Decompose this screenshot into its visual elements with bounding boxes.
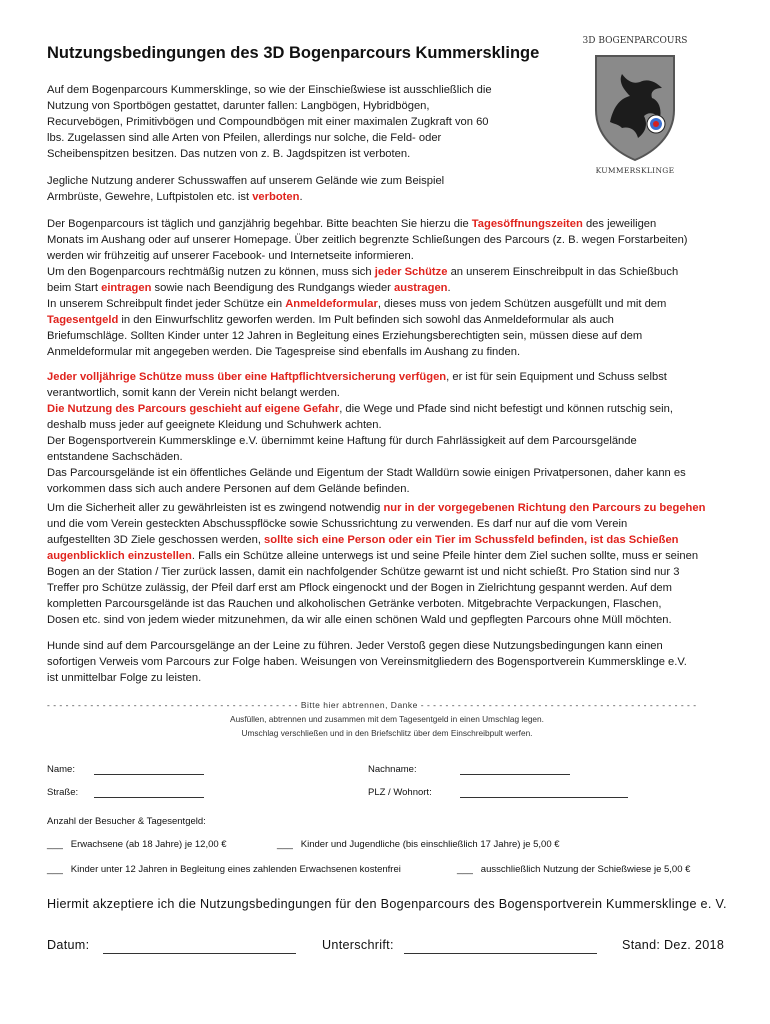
nachname-label: Nachname: [368, 764, 417, 775]
cut-line [47, 700, 727, 710]
strasse-field[interactable] [94, 787, 204, 798]
text-line: Hunde sind auf dem Parcoursgelänge an der Leine zu führen. Jeder Verstoß gegen diese Nutzungsbedingungen kann einen [47, 640, 663, 652]
paragraph-opening-registration [47, 216, 688, 360]
blank-field[interactable]: ___ [47, 839, 63, 850]
highlight-text: jeder Schütze [374, 266, 448, 278]
paragraph-liability [47, 369, 686, 497]
unterschrift-label: Unterschrift: [322, 938, 394, 952]
text-line: werden wir frühzeitig auf unserer Facebook- und Internetseite informieren. [47, 250, 414, 262]
text: Um den Bogenparcours rechtmäßig nutzen zu können, muss sich [47, 266, 375, 278]
text-line [47, 401, 686, 417]
plz-field[interactable] [460, 787, 628, 798]
text-line: Bogen an der Station / Tier zurück lassen, damit ein nachfolgender Schütze gewarnt ist und nicht schießt. Pro Station sind nur 3 [47, 566, 680, 578]
text: . [447, 282, 451, 294]
text: Um die Sicherheit aller zu gewährleisten ist es zwingend notwendig [47, 502, 384, 514]
text-line: deshalb muss jeder auf geeignete Kleidung und Schuhwerk achten. [47, 419, 382, 431]
text-line [47, 548, 705, 564]
text: In unserem Schreibpult findet jeder Schütze ein [47, 298, 286, 310]
logo-bottom-text: KUMMERSKLINGE [595, 166, 675, 175]
blank-field[interactable]: ___ [47, 864, 63, 875]
text: aufgestellten 3D Ziele geschossen werden, [47, 534, 265, 546]
text: . [299, 191, 303, 203]
option-shooting-range[interactable] [457, 864, 690, 875]
highlight-text: augenblicklich einzustellen [47, 550, 192, 562]
text-line: Anmeldeformular mit angegeben werden. Die Tagespreise sind ebenfalls im Aushang zu finden. [47, 346, 521, 358]
dashes: - - - - - - - - - - - - - - - - - - - - - - - - - - - - - - - - - - - - - - - - - [47, 700, 299, 710]
text-line: Briefumschläge. Sollten Kinder unter 12 Jahren in Begleitung eines Erziehungsberechtigten sein, müssen diese auf dem [47, 330, 643, 342]
text-line [47, 264, 688, 280]
text-line [47, 532, 705, 548]
highlight-text: Die Nutzung des Parcours geschieht auf eigene Gefahr [47, 403, 340, 415]
option-label: ausschließlich Nutzung der Schießwiese je 5,00 € [480, 864, 691, 875]
page-title: Nutzungsbedingungen des 3D Bogenparcours Kummersklinge [47, 44, 540, 62]
text-line: Der Bogensportverein Kummersklinge e.V. übernimmt keine Haftung für durch Fahrlässigkeit auf dem Parcoursgelände [47, 435, 637, 447]
text-line: lbs. Zugelassen sind alle Arten von Pfeilen, allerdings nur solche, die Feld- oder [47, 132, 442, 144]
option-label: Kinder unter 12 Jahren in Begleitung eines zahlenden Erwachsenen kostenfrei [70, 864, 401, 875]
highlight-text: austragen [394, 282, 448, 294]
paragraph-dogs [47, 638, 687, 686]
text-line: Recurvebögen, Primitivbögen und Compoundbögen mit einer maximalen Zugkraft von 60 [47, 116, 489, 128]
highlight-text: Anmeldeformular [285, 298, 378, 310]
text: . Falls ein Schütze alleine unterwegs ist und seine Pfeile hinter dem Ziel suchen sollte, muss er seinen [191, 550, 699, 562]
name-label: Name: [47, 764, 75, 775]
text: Armbrüste, Gewehre, Luftpistolen etc. ist [47, 191, 253, 203]
text-line: Treffer pro Schütze zulässig, der Pfeil darf erst am Pflock eingenockt und der Bogen in Zielrichtung gespannt werden. Auf dem [47, 582, 672, 594]
option-youth[interactable] [277, 839, 560, 850]
signature-field[interactable] [404, 941, 597, 954]
dashes: - - - - - - - - - - - - - - - - - - - - - - - - - - - - - - - - - - - - - - - - - - - - - [420, 700, 697, 710]
text-line: vorkommen dass sich auch andere Personen auf dem Gelände befinden. [47, 483, 410, 495]
text-line: Nutzung von Sportbögen gestattet, darunter fallen: Langbögen, Hybridbögen, [47, 100, 430, 112]
option-label: Kinder und Jugendliche (bis einschließlich 17 Jahre) je 5,00 € [300, 839, 560, 850]
text: des jeweiligen [582, 218, 657, 230]
text-line: Scheibenspitzen besitzen. Das nutzen von z. B. Jagdspitzen ist verboten. [47, 148, 411, 160]
text-line [47, 369, 686, 385]
text: in den Einwurfschlitz geworfen werden. Im Pult befinden sich sowohl das Anmeldeformular als auch [118, 314, 614, 326]
text-line: ist unmittelbar Folge zu leisten. [47, 672, 202, 684]
text: Der Bogenparcours ist täglich und ganzjährig begehbar. Bitte beachten Sie hierzu die [47, 218, 472, 230]
text-line: und die vom Verein gesteckten Abschusspflöcke sowie Schussrichtung zu verwenden. Es darf nur auf die vom Verein [47, 518, 628, 530]
dragon-shield-icon [592, 52, 678, 164]
paragraph-safety [47, 500, 705, 628]
option-children[interactable] [47, 864, 401, 875]
option-label: Erwachsene (ab 18 Jahre) je 12,00 € [70, 839, 227, 850]
cut-instruction: Ausfüllen, abtrennen und zusammen mit dem Tagesentgeld in einen Umschlag legen. [230, 714, 544, 724]
text-line [47, 216, 688, 232]
blank-field[interactable]: ___ [457, 864, 473, 875]
text-line: Monats im Aushang oder auf unserer Homepage. Über zeitlich begrenzte Schließungen des Parcours (z. B. wegen Forstarbeiten) [47, 234, 688, 246]
text-line: Das Parcoursgelände ist ein öffentliches Gelände und Eigentum der Stadt Walldürn sowie einigen Privatpersonen, daher kann es [47, 467, 686, 479]
cut-label: Bitte hier abtrennen, Danke [298, 700, 421, 710]
blank-field[interactable]: ___ [277, 839, 293, 850]
text: , er ist für sein Equipment und Schuss selbst [446, 371, 667, 383]
nachname-field[interactable] [460, 764, 570, 775]
logo-top-text: 3D BOGENPARCOURS [582, 36, 688, 46]
highlight-text: verboten [252, 191, 300, 203]
highlight-text: Tagesöffnungszeiten [471, 218, 583, 230]
highlight-text: eintragen [101, 282, 152, 294]
text-line: entstandene Sachschäden. [47, 451, 183, 463]
paragraph-other-weapons [47, 173, 444, 205]
text-line [47, 280, 688, 296]
club-logo [580, 36, 690, 182]
plz-label: PLZ / Wohnort: [368, 787, 432, 798]
datum-field[interactable] [103, 941, 296, 954]
text: , dieses muss von jedem Schützen ausgefüllt und mit dem [377, 298, 667, 310]
text-line [47, 296, 688, 312]
text: beim Start [47, 282, 102, 294]
text: sowie nach Beendigung des Rundgangs wieder [151, 282, 395, 294]
highlight-text: Tagesentgeld [47, 314, 119, 326]
acceptance-statement: Hiermit akzeptiere ich die Nutzungsbedingungen für den Bogenparcours des Bogensportverein Kummersklinge e. V. [47, 897, 727, 911]
paragraph-sport-bows [47, 82, 492, 162]
text-line [47, 500, 705, 516]
text-line: Auf dem Bogenparcours Kummersklinge, so wie der Einschießwiese ist ausschließlich die [47, 84, 492, 96]
name-field[interactable] [94, 764, 204, 775]
highlight-text: Jeder volljährige Schütze muss über eine Haftpflichtversicherung verfügen [47, 371, 447, 383]
text: an unserem Einschreibpult in das Schießbuch [447, 266, 679, 278]
text-line [47, 189, 444, 205]
text-line: verantwortlich, somit kann der Verein nicht belangt werden. [47, 387, 340, 399]
datum-label: Datum: [47, 938, 90, 952]
strasse-label: Straße: [47, 787, 79, 798]
text-line: sofortigen Verweis vom Parcours zur Folge haben. Weisungen von Vereinsmitgliedern des Bogensportverein Kummersklinge e.V. [47, 656, 687, 668]
text-line [47, 312, 688, 328]
cut-instruction: Umschlag verschließen und in den Briefschlitz über dem Einschreibpult werfen. [241, 728, 533, 738]
highlight-text: sollte sich eine Person oder ein Tier im Schussfeld befinden, ist das Schießen [264, 534, 679, 546]
highlight-text: nur in der vorgegebenen Richtung den Parcours zu begehen [383, 502, 706, 514]
text: , die Wege und Pfade sind nicht befestigt und können rutschig sein, [339, 403, 673, 415]
text-line: Dosen etc. sind von jedem wieder mitzunehmen, da wir alle einen schönen Wald und gepflegten Parcours ohne Müll möchten. [47, 614, 672, 626]
visitors-label: Anzahl der Besucher & Tagesentgeld: [47, 816, 206, 827]
version-stamp: Stand: Dez. 2018 [622, 938, 725, 952]
text-line: kompletten Parcoursgelände ist das Rauchen und alkoholischen Getränke verboten. Mitgebrachte Verpackungen, Flaschen, [47, 598, 662, 610]
option-adults[interactable] [47, 839, 227, 850]
text-line: Jegliche Nutzung anderer Schusswaffen auf unserem Gelände wie zum Beispiel [47, 175, 445, 187]
